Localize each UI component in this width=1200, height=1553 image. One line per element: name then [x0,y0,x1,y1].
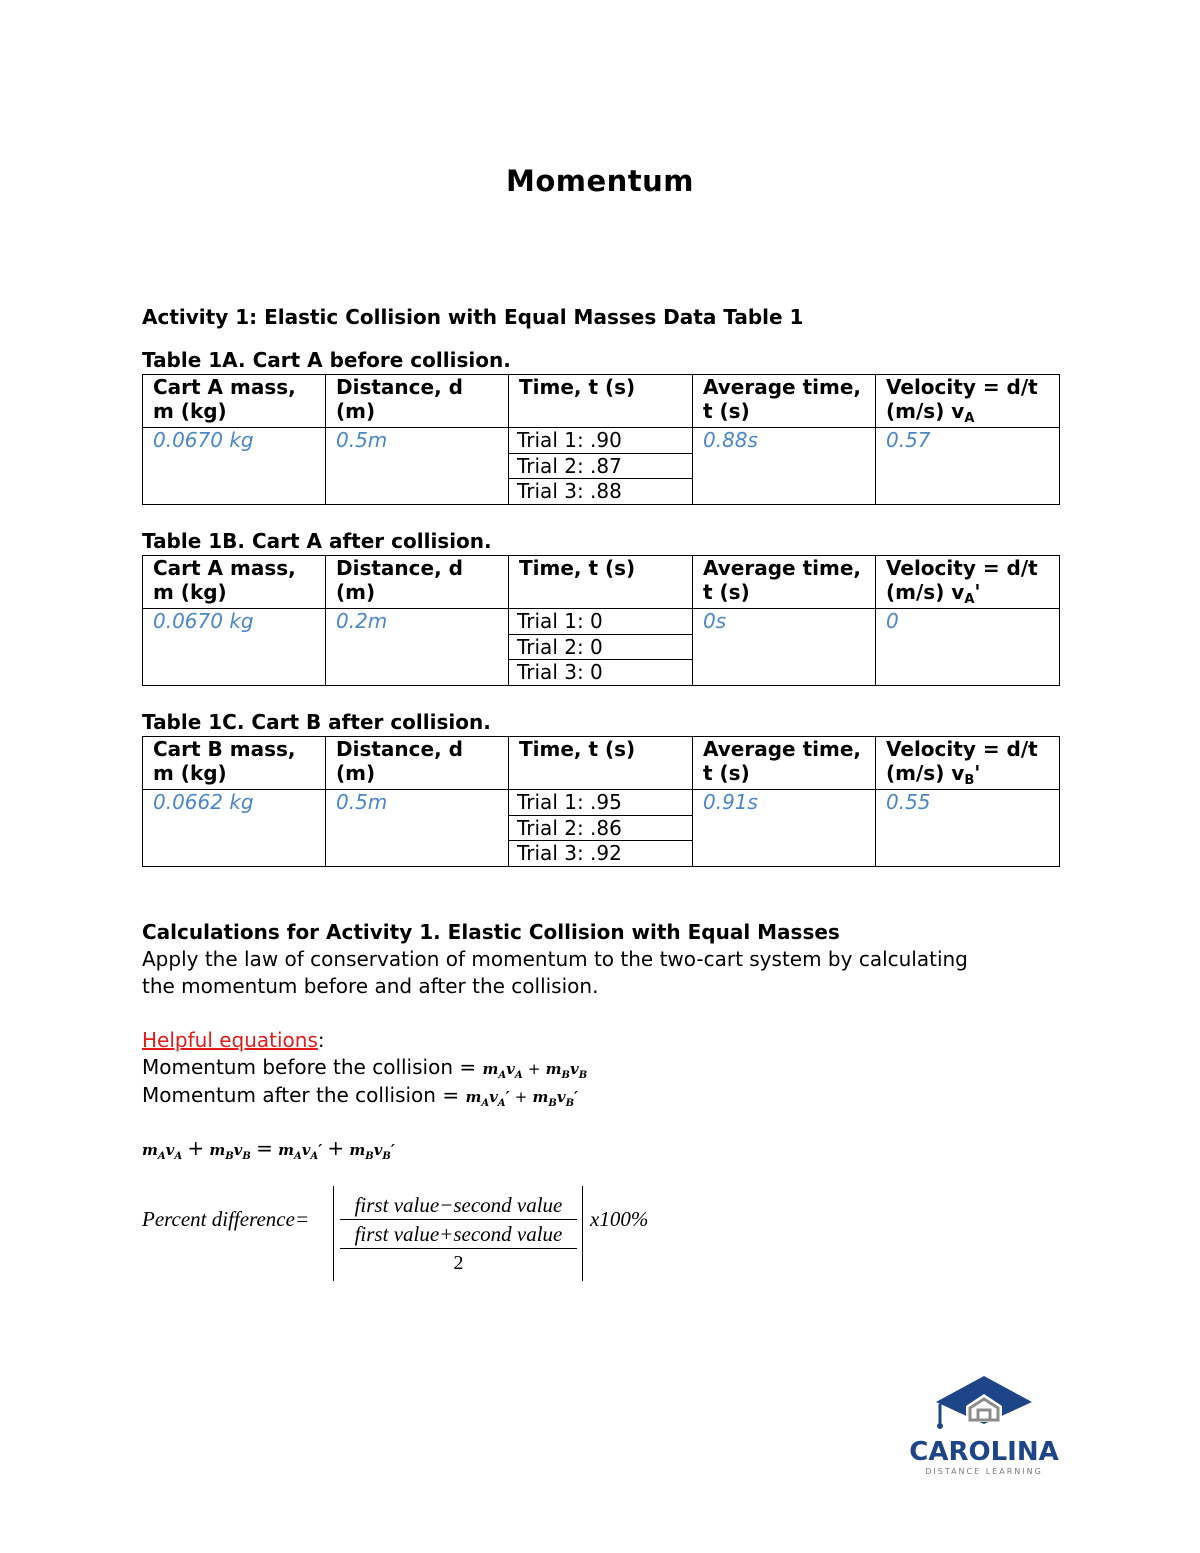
header-distance: Distance, d (m) [326,737,509,790]
pd-two: 2 [453,1252,464,1274]
velocity-value: 0 [876,609,1060,686]
trial-1: Trial 1: .95 [509,790,693,816]
pd-times: x100% [590,1207,649,1231]
average-time-value: 0.88s [693,428,876,505]
header-mass: Cart A mass, m (kg) [143,556,326,609]
trial-1: Trial 1: 0 [509,609,693,635]
mass-value: 0.0670 kg [143,428,326,505]
calculations-heading: Calculations for Activity 1. Elastic Collision with Equal Masses [142,920,840,944]
header-average-time: Average time, t (s) [693,375,876,428]
mass-value: 0.0662 kg [143,790,326,867]
average-time-value: 0.91s [693,790,876,867]
header-velocity: Velocity = d/t (m/s) $v_A'$ [876,556,1060,609]
average-time-value: 0s [693,609,876,686]
logo-tagline: DISTANCE LEARNING [925,1467,1043,1476]
table-1b-caption: Table 1B. Cart A after collision. [142,529,492,553]
header-mass: Cart A mass, m (kg) [143,375,326,428]
trial-1: Trial 1: .90 [509,428,693,454]
header-average-time: Average time, t (s) [693,737,876,790]
trial-3: Trial 3: .92 [509,841,693,867]
pd-fraction-bar-outer [340,1248,577,1249]
header-distance: Distance, d (m) [326,556,509,609]
trial-2: Trial 2: .87 [509,453,693,479]
distance-value: 0.2m [326,609,509,686]
distance-value: 0.5m [326,790,509,867]
trial-3: Trial 3: 0 [509,660,693,686]
helpful-equations-label: Helpful equations: [142,1028,325,1052]
calculations-intro-line-2: the momentum before and after the collision. [142,974,599,998]
trial-2: Trial 2: 0 [509,634,693,660]
table-1c [142,736,1060,867]
header-time: Time, t (s) [509,375,693,428]
momentum-before-equation: Momentum before the collision = $m_Av_A + m_Bv_B$ [142,1055,588,1081]
table-1a-caption: Table 1A. Cart A before collision. [142,348,511,372]
trial-2: Trial 2: .86 [509,815,693,841]
pd-abs-right [582,1186,583,1281]
distance-value: 0.5m [326,428,509,505]
conservation-equation: $m_Av_A + m_Bv_B = m_Av_A' + m_Bv_B'$ [142,1136,395,1162]
pd-abs-left [333,1186,334,1281]
mass-value: 0.0670 kg [143,609,326,686]
header-time: Time, t (s) [509,556,693,609]
trial-3: Trial 3: .88 [509,479,693,505]
table-1c-caption: Table 1C. Cart B after collision. [142,710,491,734]
graduation-house-icon [909,1372,1059,1480]
velocity-value: 0.57 [876,428,1060,505]
calculations-intro-line-1: Apply the law of conservation of momentum to the two-cart system by calculating [142,947,968,971]
header-average-time: Average time, t (s) [693,556,876,609]
pd-label: Percent difference= [142,1207,310,1231]
table-1b [142,555,1060,686]
pd-fraction-bar-inner [340,1219,577,1220]
logo-name: CAROLINA [909,1437,1059,1467]
header-time: Time, t (s) [509,737,693,790]
header-velocity: Velocity = d/t (m/s) $v_B'$ [876,737,1060,790]
carolina-logo [909,1372,1059,1480]
percent-difference-formula [142,1186,682,1281]
momentum-after-equation: Momentum after the collision = $m_Av_A' + m_Bv_B'$ [142,1083,579,1109]
header-mass: Cart B mass, m (kg) [143,737,326,790]
page-title: Momentum [505,164,695,198]
activity-heading: Activity 1: Elastic Collision with Equal Masses Data Table 1 [142,305,804,329]
pd-denominator: first value+second value [354,1222,563,1246]
velocity-value: 0.55 [876,790,1060,867]
table-1a [142,374,1060,505]
header-velocity: Velocity = d/t (m/s) $v_A$ [876,375,1060,428]
header-distance: Distance, d (m) [326,375,509,428]
pd-numerator: first value−second value [354,1193,563,1217]
